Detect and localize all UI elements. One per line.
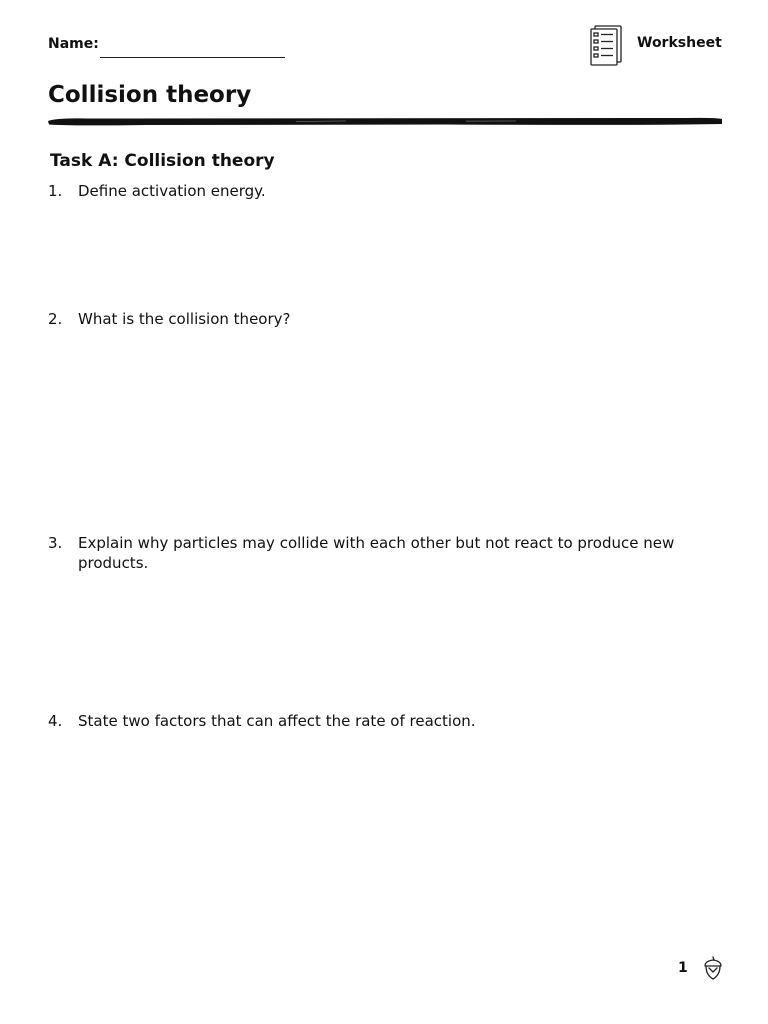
question-4 bbox=[48, 711, 688, 731]
page-title: Collision theory bbox=[48, 82, 252, 108]
question-text: Explain why particles may collide with each other but not react to produce new products. bbox=[78, 534, 675, 572]
question-number: 4. bbox=[48, 712, 63, 730]
acorn-icon bbox=[700, 954, 726, 982]
checklist-icon bbox=[586, 23, 630, 67]
question-text: Define activation energy. bbox=[78, 182, 266, 200]
question-number: 3. bbox=[48, 534, 63, 552]
question-1 bbox=[48, 181, 688, 201]
question-text: State two factors that can affect the rate of reaction. bbox=[78, 712, 476, 730]
question-text: What is the collision theory? bbox=[78, 310, 291, 328]
name-label: Name: bbox=[48, 36, 99, 52]
name-field[interactable] bbox=[100, 57, 285, 58]
worksheet-label: Worksheet bbox=[637, 35, 722, 51]
question-number: 2. bbox=[48, 310, 63, 328]
question-number: 1. bbox=[48, 182, 63, 200]
task-heading: Task A: Collision theory bbox=[50, 151, 275, 171]
question-3 bbox=[48, 533, 678, 573]
brush-divider bbox=[46, 115, 724, 129]
question-2 bbox=[48, 309, 688, 329]
page-number: 1 bbox=[678, 960, 688, 976]
